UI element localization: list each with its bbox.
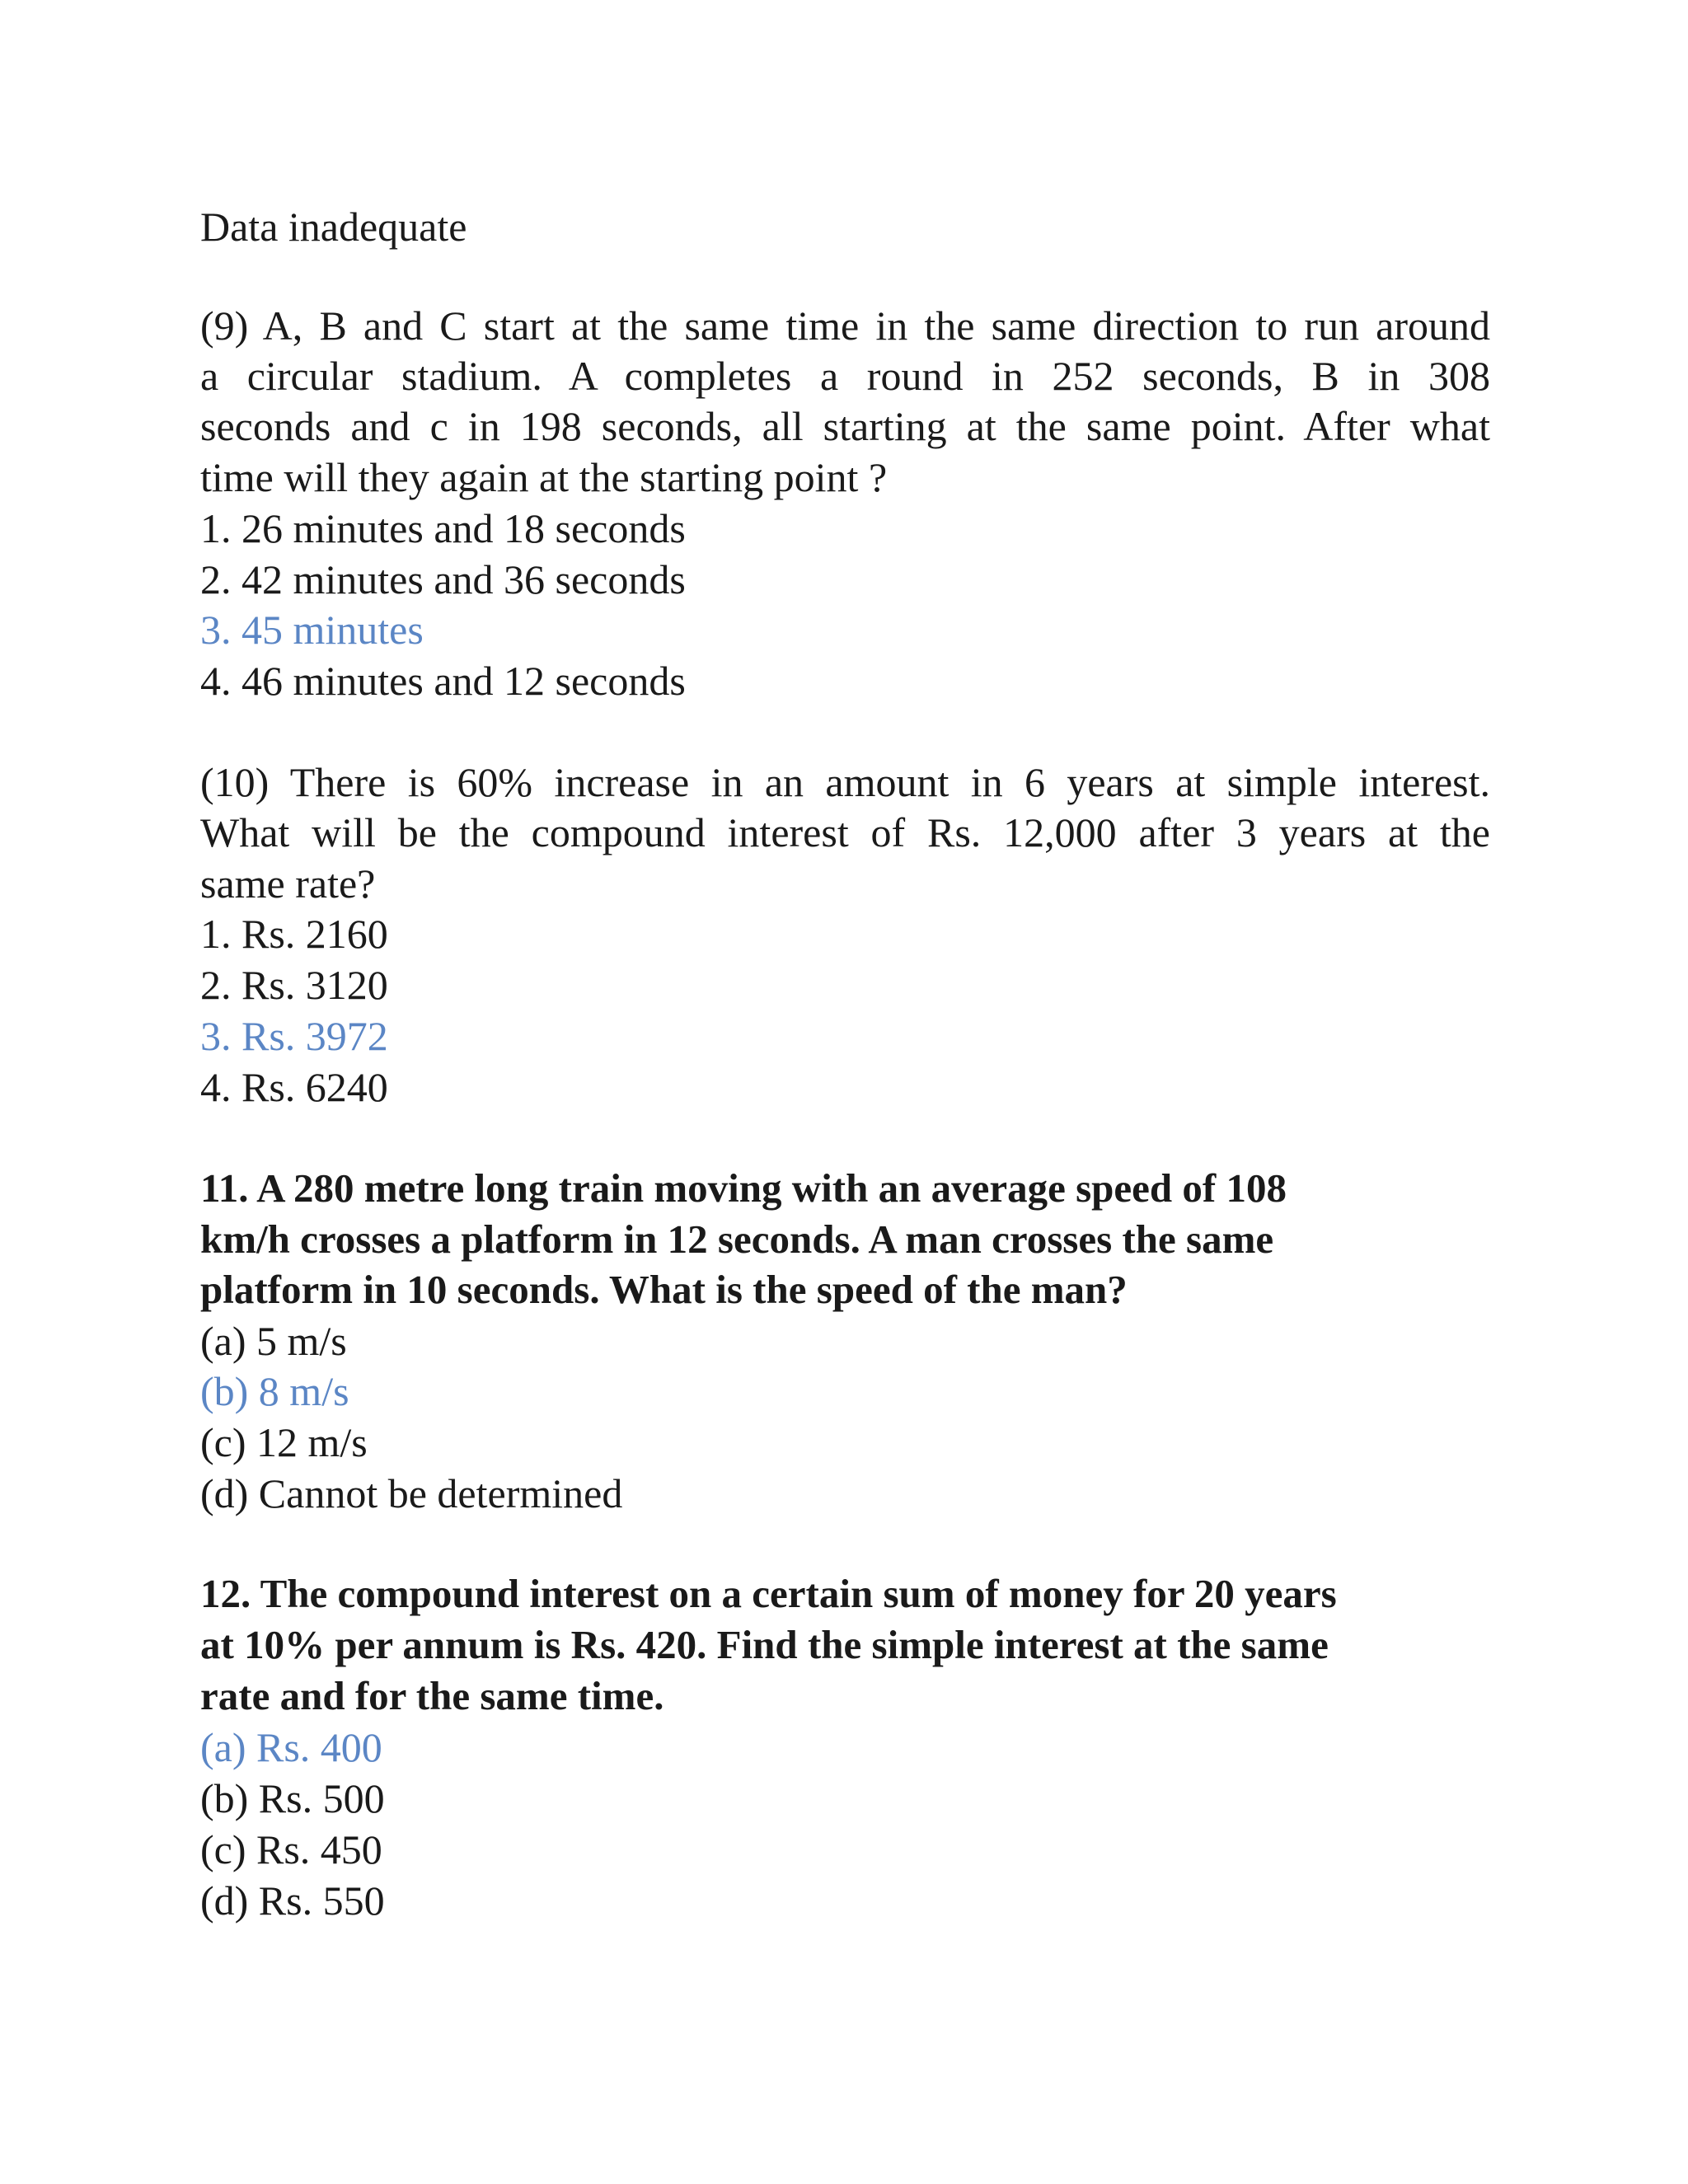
question-12-option-c: (c) Rs. 450 <box>200 1826 382 1872</box>
question-10-line-1: (10) There is 60% increase in an amount in 6 years at simple interest. <box>200 759 1490 805</box>
question-9-option-4: 4. 46 minutes and 12 seconds <box>200 658 686 704</box>
question-12-option-b: (b) Rs. 500 <box>200 1775 385 1821</box>
question-10-option-4: 4. Rs. 6240 <box>200 1064 388 1110</box>
intro-text: Data inadequate <box>200 204 467 250</box>
question-9-line-1: (9) A, B and C start at the same time in the same direction to run around <box>200 302 1490 349</box>
question-12-line-1: 12. The compound interest on a certain sum of money for 20 years <box>200 1571 1337 1616</box>
question-10-line-3: same rate? <box>200 860 376 907</box>
question-10-line-2: What will be the compound interest of Rs. 12,000 after 3 years at the <box>200 809 1490 855</box>
question-11-line-2: km/h crosses a platform in 12 seconds. A man crosses the same <box>200 1216 1274 1262</box>
question-10-option-1: 1. Rs. 2160 <box>200 911 388 957</box>
question-11-option-d: (d) Cannot be determined <box>200 1470 623 1516</box>
question-9-option-3-correct: 3. 45 minutes <box>200 607 424 653</box>
question-12-line-3: rate and for the same time. <box>200 1673 664 1718</box>
question-11-option-b-correct: (b) 8 m/s <box>200 1368 349 1414</box>
question-12-line-2: at 10% per annum is Rs. 420. Find the simple interest at the same <box>200 1622 1329 1667</box>
question-12-option-a-correct: (a) Rs. 400 <box>200 1724 382 1770</box>
question-11-line-1: 11. A 280 metre long train moving with an average speed of 108 <box>200 1165 1287 1211</box>
question-10-option-2: 2. Rs. 3120 <box>200 962 388 1008</box>
question-12-option-d: (d) Rs. 550 <box>200 1877 385 1924</box>
question-11-option-a: (a) 5 m/s <box>200 1318 347 1364</box>
question-10-option-3-correct: 3. Rs. 3972 <box>200 1013 388 1059</box>
question-9-line-4: time will they again at the starting point ? <box>200 454 888 500</box>
question-9-line-3: seconds and c in 198 seconds, all starting at the same point. After what <box>200 403 1490 449</box>
question-11-option-c: (c) 12 m/s <box>200 1419 368 1465</box>
question-9-line-2: a circular stadium. A completes a round in 252 seconds, B in 308 <box>200 353 1490 399</box>
question-11-line-3: platform in 10 seconds. What is the speed of the man? <box>200 1267 1128 1312</box>
question-9-option-2: 2. 42 minutes and 36 seconds <box>200 556 686 602</box>
question-9-option-1: 1. 26 minutes and 18 seconds <box>200 505 686 551</box>
